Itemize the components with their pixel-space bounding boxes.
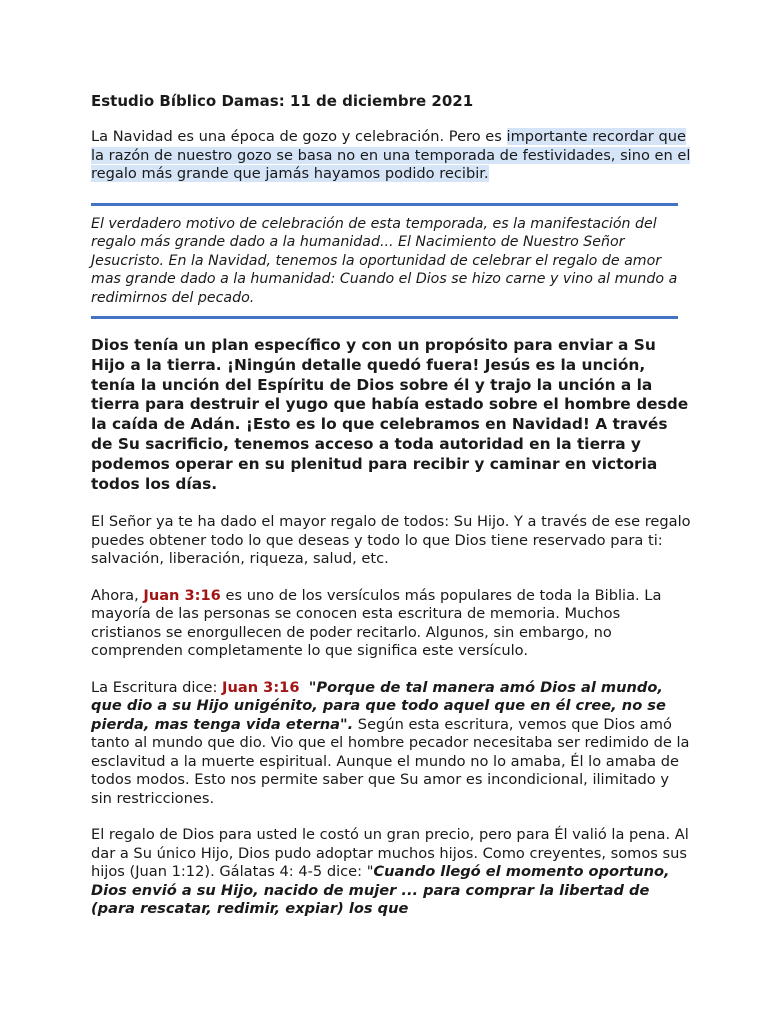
scripture-paragraph — [91, 679, 691, 809]
quoted-verse: "Porque de tal manera amó Dios al mundo, que dio a su Hijo unigénito, para que todo aquel que en él cree, no se pierda, mas tenga vida eterna". — [91, 678, 666, 733]
john-intro: Ahora, — [91, 586, 144, 604]
intro-paragraph — [91, 128, 691, 184]
highlighted-text: importante recordar que la razón de nuestro gozo se basa no en una temporada de festividades, sino en el regalo más grande que jamás hayamos podido recibir. — [91, 128, 691, 182]
last-body: El regalo de Dios para usted le costó un gran precio, pero para Él valió la pena. Al dar a Su único Hijo, Dios pudo adoptar muchos hijos. Como creyentes, somos sus hijos (Juan 1:12). Gálatas 4: 4-5 dice: " — [91, 826, 689, 881]
bottom-divider — [91, 316, 678, 319]
john-paragraph — [91, 587, 691, 661]
scripture-reference: Juan 3:16 — [143, 586, 221, 604]
quoted-verse: Cuando llegó el momento oportuno, Dios envió a su Hijo, nacido de mujer ... para comprar la libertad de (para rescatar, redimir, expiar) los que — [91, 863, 670, 918]
quote-block: El verdadero motivo de celebración de esta temporada, es la manifestación del regalo más grande dado a la humanidad... El Nacimiento de Nuestro Señor Jesucristo. En la Navidad, tenemos la oportunidad de celebrar el regalo de amor mas grande dado a la humanidad: Cuando el Dios se hizo carne y vino al mundo a redimirnos del pecado. — [91, 215, 678, 306]
scripture-body: Según esta escritura, vemos que Dios amó tanto al mundo que dio. Vio que el hombre pecador necesitaba ser redimido de la esclavitud a la muerte espiritual. Aunque el mundo no lo amaba, Él lo amaba de todos modos. Esto nos permite saber que Su amor es incondicional, ilimitado y sin restricciones. — [91, 715, 690, 807]
intro-text: La Navidad es una época de gozo y celebración. Pero es — [91, 128, 507, 145]
gift-paragraph: El Señor ya te ha dado el mayor regalo de todos: Su Hijo. Y a través de ese regalo puedes obtener todo lo que deseas y todo lo que Dios tiene reservado para ti: salvación, liberación, riqueza, salud, etc. — [91, 513, 691, 568]
page-title: Estudio Bíblico Damas: 11 de diciembre 2021 — [91, 92, 474, 110]
bold-paragraph: Dios tenía un plan específico y con un propósito para enviar a Su Hijo a la tierra. ¡Ningún detalle quedó fuera! Jesús es la unción, tenía la unción del Espíritu de Dios sobre él y trajo la unción a la tierra para destruir el yugo que había estado sobre el hombre desde la caída de Adán. ¡Esto es lo que celebramos en Navidad! A través de Su sacrificio, tenemos acceso a toda autoridad en la tierra y podemos operar en su plenitud para recibir y caminar en victoria todos los días. — [91, 336, 689, 493]
document-content — [91, 92, 691, 919]
scripture-intro: La Escritura dice: — [91, 678, 223, 696]
last-paragraph — [91, 826, 691, 919]
top-divider — [91, 203, 678, 206]
scripture-reference: Juan 3:16 — [222, 678, 300, 696]
john-body: es uno de los versículos más populares de toda la Biblia. La mayoría de las personas se conocen esta escritura de memoria. Muchos cristianos se enorgullecen de poder recitarlo. Algunos, sin embargo, no comprenden completamente lo que significa este versículo. — [91, 586, 662, 660]
